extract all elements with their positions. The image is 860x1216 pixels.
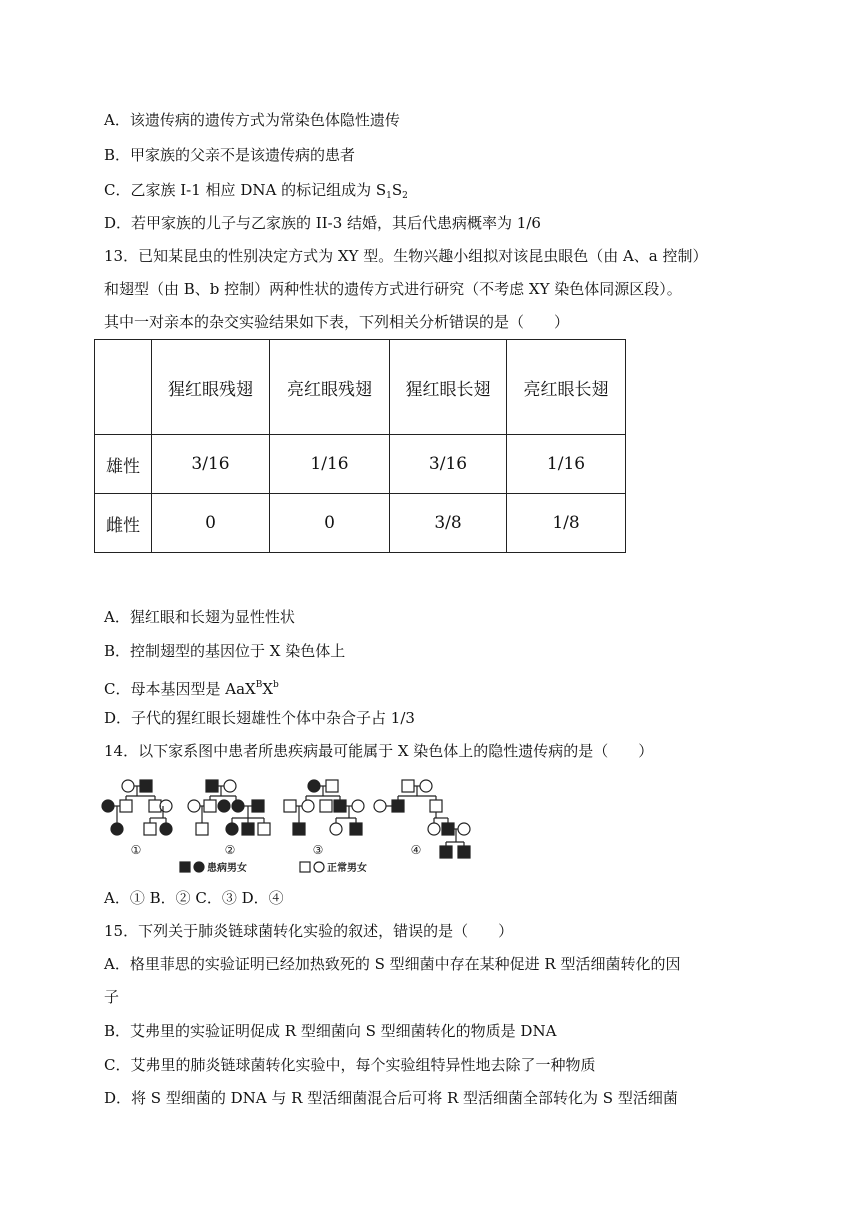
q13-option-b: B．控制翅型的基因位于 X 染色体上 (104, 642, 346, 660)
table-cell: 1/16 (270, 435, 390, 494)
table-cell: 3/16 (390, 435, 507, 494)
q15-option-c: C．艾弗里的肺炎链球菌转化实验中，每个实验组特异性地去除了一种物质 (104, 1056, 596, 1074)
table-row (95, 435, 626, 494)
table-cell: 3/8 (390, 494, 507, 553)
q13-option-c-sup2: b (273, 680, 279, 690)
q13-stem-line2: 和翅型（由 B、b 控制）两种性状的遗传方式进行研究（不考虑 XY 染色体同源区段）。 (104, 280, 682, 298)
q13-stem-line1: 13．已知某昆虫的性别决定方式为 XY 型。生物兴趣小组拟对该昆虫眼色（由 A、a 控制） (104, 247, 708, 265)
pedigree-3 (284, 780, 364, 835)
table-header-cell: 猩红眼残翅 (152, 340, 270, 435)
table-cell: 1/8 (507, 494, 626, 553)
pedigree-label-1: ① (130, 843, 142, 857)
cross-result-table (94, 339, 626, 553)
table-row (95, 494, 626, 553)
pedigree-4 (374, 780, 470, 858)
q13-option-c-mid: X (262, 680, 274, 698)
q12-option-b: B．甲家族的父亲不是该遗传病的患者 (104, 146, 356, 164)
q13-option-a: A．猩红眼和长翅为显性性状 (104, 608, 295, 626)
q15-option-a-line2: 子 (104, 988, 120, 1006)
q13-stem-line3: 其中一对亲本的杂交实验结果如下表，下列相关分析错误的是（ ） (104, 313, 570, 331)
table-header-cell: 亮红眼残翅 (270, 340, 390, 435)
q12-option-c (104, 180, 408, 206)
q12-option-c-mid: S (391, 181, 403, 199)
q15-option-a-line1: A．格里菲思的实验证明已经加热致死的 S 型细菌中存在某种促进 R 型活细菌转化的因 (104, 955, 681, 973)
legend-normal-label: 正常男女 (327, 863, 367, 874)
q12-option-c-text: C．乙家族 I-1 相应 DNA 的标记组成为 S (104, 181, 387, 199)
pedigree-2 (188, 780, 270, 835)
pedigree-diagrams (100, 774, 480, 874)
table-header-cell: 猩红眼长翅 (390, 340, 507, 435)
pedigree-1 (102, 780, 172, 835)
q13-option-c-text: C．母本基因型是 AaX (104, 680, 256, 698)
table-cell: 1/16 (507, 435, 626, 494)
pedigree-label-3: ③ (312, 843, 324, 857)
q15-option-d: D．将 S 型细菌的 DNA 与 R 型活细菌混合后可将 R 型活细菌全部转化为 S 型活细菌 (104, 1089, 678, 1107)
q12-option-a: A．该遗传病的遗传方式为常染色体隐性遗传 (104, 111, 400, 129)
table-cell: 雄性 (95, 435, 152, 494)
q14-stem: 14．以下家系图中患者所患疾病最可能属于 X 染色体上的隐性遗传病的是（ ） (104, 742, 654, 760)
q14-options: A．① B．② C．③ D．④ (104, 889, 284, 907)
q13-option-d: D．子代的猩红眼长翅雄性个体中杂合子占 1/3 (104, 709, 415, 727)
table-cell: 0 (270, 494, 390, 553)
q15-option-b: B．艾弗里的实验证明促成 R 型细菌向 S 型细菌转化的物质是 DNA (104, 1022, 557, 1040)
q13-option-c-sup1: B (255, 680, 263, 690)
q13-option-c (104, 675, 279, 699)
table-header-cell: 亮红眼长翅 (507, 340, 626, 435)
table-header-cell (95, 340, 152, 435)
table-header-row (95, 340, 626, 435)
table-cell: 0 (152, 494, 270, 553)
q12-option-c-sub2: 2 (402, 191, 408, 201)
table-cell: 3/16 (152, 435, 270, 494)
q12-option-c-sub1: 1 (386, 191, 392, 201)
q15-stem: 15．下列关于肺炎链球菌转化实验的叙述，错误的是（ ） (104, 922, 514, 940)
pedigree-label-4: ④ (410, 843, 422, 857)
legend-affected-label: 患病男女 (207, 863, 247, 874)
q12-option-d: D．若甲家族的儿子与乙家族的 II-3 结婚，其后代患病概率为 1/6 (104, 214, 541, 232)
pedigree-label-2: ② (224, 843, 236, 857)
table-cell: 雌性 (95, 494, 152, 553)
